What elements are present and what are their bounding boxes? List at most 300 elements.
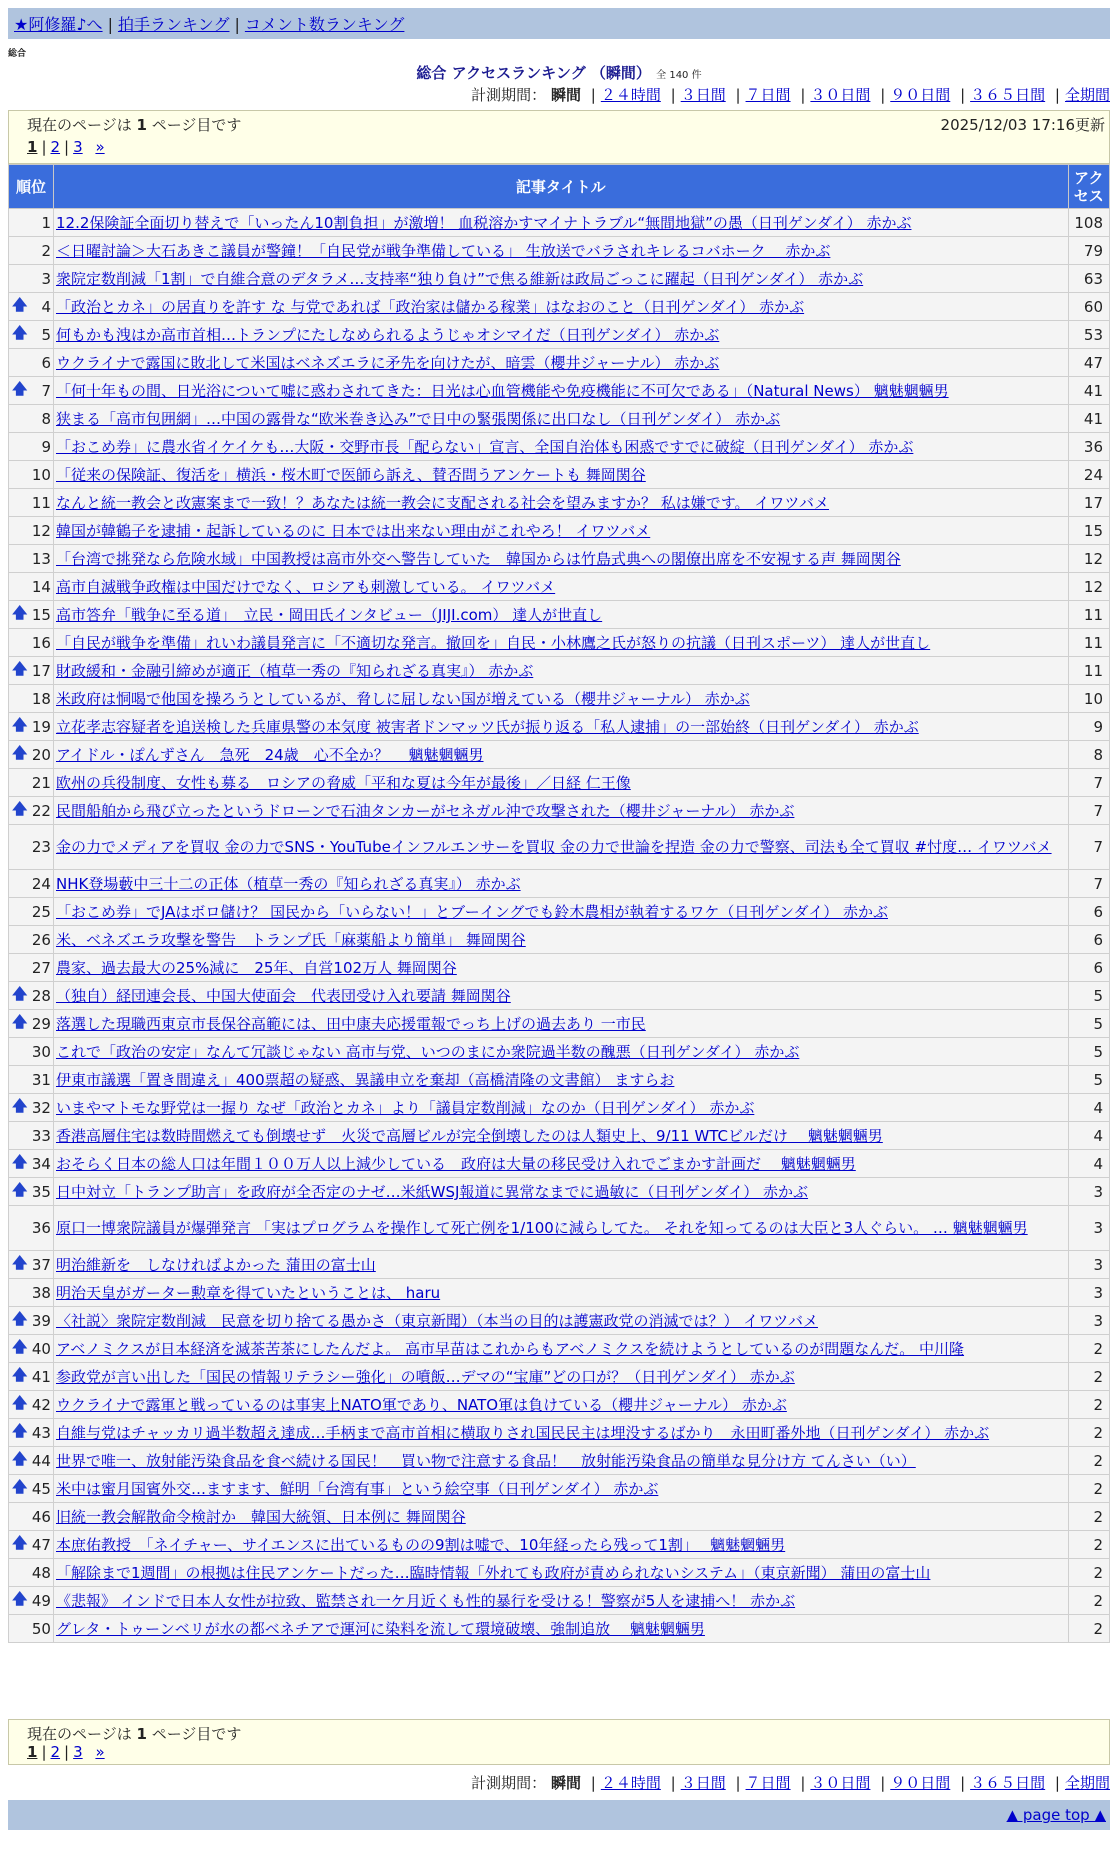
arrow-up-icon: 🡅 (12, 1589, 28, 1607)
nav-clap-ranking-link[interactable]: 拍手ランキング (117, 15, 230, 34)
title-cell (53, 954, 1068, 982)
access-count: 47 (1068, 349, 1109, 377)
page-title (0, 62, 1118, 83)
rank-cell (9, 1475, 54, 1503)
arrow-up-icon: 🡅 (12, 984, 28, 1002)
title-cell (53, 1503, 1068, 1531)
rank-cell (9, 1307, 54, 1335)
arrow-up-icon: 🡅 (12, 799, 28, 817)
rank-number: 1 (41, 213, 51, 232)
page-info-panel-bottom (8, 1719, 1110, 1765)
title-cell (53, 1531, 1068, 1559)
rank-cell (9, 433, 54, 461)
table-row (9, 1615, 1110, 1643)
period-link-24h[interactable]: ２４時間 (600, 86, 661, 104)
table-row (9, 433, 1110, 461)
article-title-link[interactable]: 「おこめ券」に農水省イケイケも…大阪・交野市長「配らない」宣言、全国自治体も困惑ですでに破綻（日刊ゲンダイ） 赤かぶ (55, 438, 914, 456)
access-count: 63 (1068, 265, 1109, 293)
rank-cell (9, 1615, 54, 1643)
period-selector-bottom: 計測期間： 瞬間 | ２４時間 | ３日間 | ７日間 | ３０日間 | ９０日間 | ３６５日間 | 全期間 (471, 1774, 1110, 1792)
article-title-link[interactable]: 何もかも洩はか高市首相…トランプにたしなめられるようじゃオシマイだ（日刊ゲンダイ） 赤かぶ (55, 326, 720, 344)
table-row (9, 797, 1110, 825)
page-top-link[interactable]: ▲ page top ▲ (1006, 1806, 1106, 1824)
article-title-link[interactable]: 旧統一教会解散命令検討か 韓国大統領、日本例に 舞岡関谷 (55, 1508, 466, 1526)
article-title-link[interactable]: 狭まる「高市包囲網」…中国の露骨な“欧米巻き込み”で日中の緊張関係に出口なし（日刊ゲンダイ） 赤かぶ (55, 410, 781, 428)
article-title-link[interactable]: なんと統一教会と改憲案まで一致！？あなたは統一教会に支配される社会を望みますか？ 私は嫌です。 イワツバメ (55, 494, 830, 512)
table-row (9, 489, 1110, 517)
access-count: 7 (1068, 825, 1109, 870)
table-row (9, 898, 1110, 926)
rank-number: 31 (31, 1070, 51, 1089)
rank-cell (9, 713, 54, 741)
period-link-365d[interactable]: ３６５日間 (970, 86, 1046, 104)
pager-link-3[interactable]: 3 (73, 1743, 83, 1761)
rank-cell (9, 657, 54, 685)
rank-cell (9, 461, 54, 489)
period-link-3d[interactable]: ３日間 (680, 86, 726, 104)
article-title-link[interactable]: 世界で唯一、放射能汚染食品を食べ続ける国民！ 買い物で注意する食品！ 放射能汚染食品の簡単な見分け方 てんさい（い） (55, 1452, 916, 1470)
table-row (9, 461, 1110, 489)
title-cell (53, 1307, 1068, 1335)
nav-separator: | (107, 15, 113, 34)
article-title-link[interactable]: 原口一博衆院議員が爆弾発言 「実はプログラムを操作して死亡例を1/100に減らしてた。 それを知ってるのは大臣と3人ぐらい。 … 魑魅魍魎男 (55, 1219, 1028, 1237)
title-cell (53, 1559, 1068, 1587)
access-count: 15 (1068, 517, 1109, 545)
access-count: 2 (1068, 1615, 1109, 1643)
rank-number: 16 (31, 633, 51, 652)
rank-number: 45 (31, 1479, 51, 1498)
page-info: 現在のページは 1 ページ目です (27, 1725, 242, 1743)
article-title-link[interactable]: 《悲報》 インドで日本人女性が拉致、監禁され一ケ月近くも性的暴行を受ける！警察が5人を逮捕へ！ 赤かぶ (55, 1592, 796, 1610)
article-title-link[interactable]: 明治天皇がガーター勲章を得ていたということは、 haru (55, 1284, 441, 1302)
article-title-link[interactable]: 欧州の兵役制度、女性も募る ロシアの脅威「平和な夏は今年が最後」／日経 仁王像 (55, 774, 631, 792)
title-cell (53, 293, 1068, 321)
pager-link-2[interactable]: 2 (50, 138, 61, 156)
access-count: 2 (1068, 1391, 1109, 1419)
table-row (9, 377, 1110, 405)
rank-cell (9, 1503, 54, 1531)
rank-cell (9, 545, 54, 573)
title-cell (53, 1150, 1068, 1178)
period-link-all[interactable]: 全期間 (1064, 86, 1110, 104)
rank-number: 24 (31, 874, 51, 893)
title-cell (53, 573, 1068, 601)
pager-bottom: 1 | 2 | 3 » (27, 1743, 105, 1761)
title-cell (53, 713, 1068, 741)
title-cell (53, 517, 1068, 545)
access-count: 53 (1068, 321, 1109, 349)
table-row (9, 685, 1110, 713)
rank-number: 17 (31, 661, 51, 680)
rank-cell (9, 601, 54, 629)
article-title-link[interactable]: グレタ・トゥーンベリが水の都ベネチアで運河に染料を流して環境破壊、強制追放 魑魅魍魎男 (55, 1620, 705, 1638)
pager-link-3[interactable]: 3 (73, 138, 83, 156)
ranking-body (9, 209, 1110, 1643)
page-info: 現在のページは 1 ページ目です (27, 116, 242, 134)
arrow-up-icon: 🡅 (12, 323, 28, 341)
article-title-link[interactable]: 高市答弁「戦争に至る道」 立民・岡田氏インタビュー（JIJI.com） 達人が世直し (55, 606, 603, 624)
article-title-link[interactable]: 民間船舶から飛び立ったというドローンで石油タンカーがセネガル沖で攻撃された（櫻井ジャーナル） 赤かぶ (55, 802, 795, 820)
period-link-90d[interactable]: ９０日間 (890, 1774, 951, 1792)
article-title-link[interactable]: 香港高層住宅は数時間燃えても倒壊せず 火災で高層ビルが完全倒壊したのは人類史上、9/11 WTCビルだけ 魑魅魍魎男 (55, 1127, 883, 1145)
rank-cell (9, 1531, 54, 1559)
article-title-link[interactable]: ウクライナで露国に敗北して米国はベネズエラに矛先を向けたが、暗雲（櫻井ジャーナル） 赤かぶ (55, 354, 720, 372)
title-cell (53, 601, 1068, 629)
arrow-up-icon: 🡅 (12, 379, 28, 397)
rank-cell (9, 1279, 54, 1307)
rank-cell (9, 1178, 54, 1206)
article-title-link[interactable]: ＜日曜討論＞大石あきこ議員が警鐘！「自民党が戦争準備している」 生放送でバラされキレるコバホーク 赤かぶ (55, 242, 831, 260)
title-cell (53, 1419, 1068, 1447)
rank-number: 26 (31, 930, 51, 949)
table-row (9, 1503, 1110, 1531)
arrow-up-icon: 🡅 (12, 1421, 28, 1439)
article-title-link[interactable]: 12.2保険証全面切り替えで「いったん10割負担」が激増！ 血税溶かすマイナトラブル“無間地獄”の愚（日刊ゲンダイ） 赤かぶ (55, 214, 912, 232)
rank-number: 9 (41, 437, 51, 456)
access-count: 11 (1068, 601, 1109, 629)
article-title-link[interactable]: これで「政治の安定」なんて冗談じゃない 高市与党、いつのまにか衆院過半数の醜悪（日刊ゲンダイ） 赤かぶ (55, 1043, 800, 1061)
access-count: 60 (1068, 293, 1109, 321)
arrow-up-icon: 🡅 (12, 659, 28, 677)
access-count: 6 (1068, 954, 1109, 982)
table-row (9, 573, 1110, 601)
rank-cell (9, 1251, 54, 1279)
title-cell (53, 657, 1068, 685)
arrow-up-icon: 🡅 (12, 1012, 28, 1030)
article-title-link[interactable]: 落選した現職西東京市長保谷高範には、田中康夫応援電報でっち上げの過去あり 一市民 (55, 1015, 646, 1033)
article-title-link[interactable]: 衆院定数削減「1割」で自維合意のデタラメ…支持率“独り負け”で焦る維新は政局ごっこに躍起（日刊ゲンダイ） 赤かぶ (55, 270, 864, 288)
period-current: 瞬間 (550, 1774, 581, 1792)
rank-cell (9, 1419, 54, 1447)
rank-number: 6 (41, 353, 51, 372)
article-title-link[interactable]: アベノミクスが日本経済を滅茶苦茶にしたんだよ。 高市早苗はこれからもアベノミクスを続けようとしているのが問題なんだ。 中川隆 (55, 1340, 965, 1358)
rank-number: 14 (31, 577, 51, 596)
access-count: 2 (1068, 1559, 1109, 1587)
pager-next-link[interactable]: » (95, 1743, 105, 1761)
title-cell (53, 209, 1068, 237)
rank-number: 4 (41, 297, 51, 316)
rank-number: 48 (31, 1563, 51, 1582)
arrow-up-icon: 🡅 (12, 1180, 28, 1198)
access-count: 6 (1068, 926, 1109, 954)
rank-number: 22 (31, 801, 51, 820)
table-row (9, 1010, 1110, 1038)
rank-cell (9, 405, 54, 433)
period-link-30d[interactable]: ３０日間 (810, 86, 871, 104)
table-row (9, 1307, 1110, 1335)
rank-cell (9, 489, 54, 517)
rank-number: 47 (31, 1535, 51, 1554)
rank-number: 28 (31, 986, 51, 1005)
access-count: 2 (1068, 1363, 1109, 1391)
access-count: 3 (1068, 1279, 1109, 1307)
access-count: 7 (1068, 797, 1109, 825)
pager-current: 1 (27, 1743, 38, 1761)
access-count: 7 (1068, 870, 1109, 898)
table-row (9, 1419, 1110, 1447)
title-cell (53, 1279, 1068, 1307)
title-cell (53, 1178, 1068, 1206)
access-count: 36 (1068, 433, 1109, 461)
access-count: 2 (1068, 1335, 1109, 1363)
page-title-text: 総合 アクセスランキング （瞬間） (416, 64, 651, 82)
title-cell (53, 1010, 1068, 1038)
table-row (9, 825, 1110, 870)
arrow-up-icon: 🡅 (12, 603, 28, 621)
rank-number: 35 (31, 1182, 51, 1201)
table-row (9, 517, 1110, 545)
article-title-link[interactable]: おそらく日本の総人口は年間１００万人以上減少している 政府は大量の移民受け入れでごまかす計画だ 魑魅魍魎男 (55, 1155, 856, 1173)
nav-comment-ranking-link[interactable]: コメント数ランキング (244, 15, 405, 34)
access-count: 5 (1068, 1038, 1109, 1066)
period-link-90d[interactable]: ９０日間 (890, 86, 951, 104)
table-row (9, 629, 1110, 657)
rank-number: 33 (31, 1126, 51, 1145)
arrow-up-icon: 🡅 (12, 1393, 28, 1411)
arrow-up-icon: 🡅 (12, 1337, 28, 1355)
access-count: 79 (1068, 237, 1109, 265)
rank-cell (9, 898, 54, 926)
table-row (9, 1363, 1110, 1391)
rank-cell (9, 573, 54, 601)
table-row (9, 1531, 1110, 1559)
article-title-link[interactable]: ウクライナで露軍と戦っているのは事実上NATO軍であり、NATO軍は負けている（櫻井ジャーナル） 赤かぶ (55, 1396, 787, 1414)
article-title-link[interactable]: いまやマトモな野党は一握り なぜ「政治とカネ」より「議員定数削減」なのか（日刊ゲンダイ） 赤かぶ (55, 1099, 755, 1117)
page-info-panel-top (8, 110, 1110, 164)
article-title-link[interactable]: 本庶佑教授 「ネイチャー、サイエンスに出ているものの9割は嘘で、10年経ったら残って1割」 魑魅魍魎男 (55, 1536, 786, 1554)
title-cell (53, 769, 1068, 797)
period-link-all[interactable]: 全期間 (1064, 1774, 1110, 1792)
rank-number: 11 (31, 493, 51, 512)
access-count: 41 (1068, 377, 1109, 405)
rank-cell (9, 685, 54, 713)
access-count: 6 (1068, 898, 1109, 926)
access-count: 11 (1068, 657, 1109, 685)
article-title-link[interactable]: 高市自滅戦争政権は中国だけでなく、ロシアも刺激している。 イワツバメ (55, 578, 556, 596)
access-count: 5 (1068, 1066, 1109, 1094)
title-cell (53, 1447, 1068, 1475)
title-cell (53, 349, 1068, 377)
access-count: 3 (1068, 1206, 1109, 1251)
pager-link-2[interactable]: 2 (50, 1743, 61, 1761)
article-title-link[interactable]: 農家、過去最大の25%減に 25年、自営102万人 舞岡関谷 (55, 959, 457, 977)
period-current: 瞬間 (550, 86, 581, 104)
title-cell (53, 377, 1068, 405)
rank-number: 49 (31, 1591, 51, 1610)
article-title-link[interactable]: 伊東市議選「置き間違え」400票超の疑惑、異議申立を棄却（高橋清隆の文書館） ますらお (55, 1071, 675, 1089)
article-title-link[interactable]: 参政党が言い出した「国民の情報リテラシー強化」の噴飯…デマの“宝庫”どの口が？（日刊ゲンダイ） 赤かぶ (55, 1368, 795, 1386)
table-row (9, 1206, 1110, 1251)
rank-number: 30 (31, 1042, 51, 1061)
table-row (9, 601, 1110, 629)
article-title-link[interactable]: 「政治とカネ」の居直りを許す な 与党であれば「政治家は儲かる稼業」はなおのこと（日刊ゲンダイ） 赤かぶ (55, 298, 805, 316)
title-cell (53, 321, 1068, 349)
rank-number: 15 (31, 605, 51, 624)
pager-top: 1 | 2 | 3 » (27, 138, 105, 156)
arrow-up-icon: 🡅 (12, 715, 28, 733)
access-count: 41 (1068, 405, 1109, 433)
article-title-link[interactable]: NHK登場藪中三十二の正体（植草一秀の『知られざる真実』） 赤かぶ (55, 875, 521, 893)
table-row (9, 293, 1110, 321)
access-count: 4 (1068, 1094, 1109, 1122)
access-count: 9 (1068, 713, 1109, 741)
table-row (9, 1447, 1110, 1475)
title-cell (53, 825, 1068, 870)
table-row (9, 1066, 1110, 1094)
rank-cell (9, 1206, 54, 1251)
period-label: 計測期間： (471, 1774, 547, 1792)
rank-number: 2 (41, 241, 51, 260)
article-title-link[interactable]: 立花孝志容疑者を追送検した兵庫県警の本気度 被害者ドンマッツ氏が振り返る「私人逮捕」の一部始終（日刊ゲンダイ） 赤かぶ (55, 718, 919, 736)
table-row (9, 209, 1110, 237)
table-row (9, 1335, 1110, 1363)
period-link-7d[interactable]: ７日間 (745, 1774, 791, 1792)
title-cell (53, 1475, 1068, 1503)
access-count: 2 (1068, 1447, 1109, 1475)
rank-cell (9, 1335, 54, 1363)
rank-cell (9, 209, 54, 237)
table-row (9, 1178, 1110, 1206)
title-cell (53, 1066, 1068, 1094)
access-count: 17 (1068, 489, 1109, 517)
article-title-link[interactable]: 米政府は恫喝で他国を操ろうとしているが、脅しに屈しない国が増えている（櫻井ジャーナル） 赤かぶ (55, 690, 750, 708)
rank-number: 37 (31, 1255, 51, 1274)
top-nav (8, 8, 1110, 39)
table-row (9, 926, 1110, 954)
title-cell (53, 1094, 1068, 1122)
rank-cell (9, 265, 54, 293)
arrow-up-icon: 🡅 (12, 743, 28, 761)
rank-number: 42 (31, 1395, 51, 1414)
access-count: 12 (1068, 545, 1109, 573)
nav-home-link[interactable]: ★阿修羅♪へ (14, 15, 103, 34)
rank-number: 40 (31, 1339, 51, 1358)
table-row (9, 1251, 1110, 1279)
article-title-link[interactable]: 「台湾で挑発なら危険水域」中国教授は高市外交へ警告していた 韓国からは竹島式典への閣僚出席を不安視する声 舞岡関谷 (55, 550, 901, 568)
article-title-link[interactable]: 日中対立「トランプ助言」を政府が全否定のナゼ…米紙WSJ報道に異常なまでに過敏に（日刊ゲンダイ） 赤かぶ (55, 1183, 809, 1201)
rank-number: 46 (31, 1507, 51, 1526)
access-count: 7 (1068, 769, 1109, 797)
title-cell (53, 741, 1068, 769)
category-label: 総合 (8, 49, 27, 59)
rank-number: 10 (31, 465, 51, 484)
rank-cell (9, 1010, 54, 1038)
rank-cell (9, 1391, 54, 1419)
rank-cell (9, 349, 54, 377)
table-row (9, 1587, 1110, 1615)
rank-cell (9, 321, 54, 349)
rank-cell (9, 825, 54, 870)
title-cell (53, 1363, 1068, 1391)
article-title-link[interactable]: （独自）経団連会長、中国大使面会 代表団受け入れ要請 舞岡関谷 (55, 987, 511, 1005)
period-link-7d[interactable]: ７日間 (745, 86, 791, 104)
title-cell (53, 1615, 1068, 1643)
title-cell (53, 433, 1068, 461)
article-title-link[interactable]: 「おこめ券」でJAはボロ儲け？ 国民から「いらない！」とブーイングでも鈴木農相が執着するワケ（日刊ゲンダイ） 赤かぶ (55, 903, 888, 921)
rank-number: 44 (31, 1451, 51, 1470)
table-row (9, 1094, 1110, 1122)
rank-number: 34 (31, 1154, 51, 1173)
table-row (9, 1279, 1110, 1307)
title-cell (53, 685, 1068, 713)
access-count: 4 (1068, 1122, 1109, 1150)
rank-number: 13 (31, 549, 51, 568)
title-cell (53, 1038, 1068, 1066)
rank-cell (9, 1094, 54, 1122)
article-title-link[interactable]: 自維与党はチャッカリ過半数超え達成…手柄まで高市首相に横取りされ国民民主は埋没するばかり 永田町番外地（日刊ゲンダイ） 赤かぶ (55, 1424, 990, 1442)
article-title-link[interactable]: アイドル・ぽんずさん 急死 24歳 心不全か？ 魑魅魍魎男 (55, 746, 484, 764)
table-row (9, 1038, 1110, 1066)
rank-number: 21 (31, 773, 51, 792)
access-count: 8 (1068, 741, 1109, 769)
arrow-up-icon: 🡅 (12, 1309, 28, 1327)
access-count: 2 (1068, 1531, 1109, 1559)
rank-cell (9, 1122, 54, 1150)
period-link-24h[interactable]: ２４時間 (600, 1774, 661, 1792)
table-row (9, 870, 1110, 898)
title-cell (53, 926, 1068, 954)
bottom-bar (8, 1800, 1110, 1830)
title-cell (53, 1335, 1068, 1363)
access-count: 2 (1068, 1475, 1109, 1503)
total-count: 全 140 件 (656, 70, 702, 81)
rank-cell (9, 1559, 54, 1587)
article-title-link[interactable]: 「何十年もの間、日光浴について嘘に惑わされてきた：日光は心血管機能や免疫機能に不可欠である」（Natural News） 魑魅魍魎男 (55, 382, 949, 400)
rank-cell (9, 1038, 54, 1066)
table-row (9, 1122, 1110, 1150)
article-title-link[interactable]: 韓国が韓鶴子を逮捕・起訴しているのに 日本では出来ない理由がこれやろ！ イワツバメ (55, 522, 651, 540)
arrow-up-icon: 🡅 (12, 1533, 28, 1551)
article-title-link[interactable]: 「自民が戦争を準備」れいわ議員発言に「不適切な発言。撤回を」自民・小林鷹之氏が怒りの抗議（日刊スポーツ） 達人が世直し (55, 634, 931, 652)
rank-cell (9, 1447, 54, 1475)
period-link-30d[interactable]: ３０日間 (810, 1774, 871, 1792)
table-header-row (9, 165, 1110, 209)
access-count: 2 (1068, 1503, 1109, 1531)
rank-cell (9, 517, 54, 545)
rank-cell (9, 1150, 54, 1178)
table-row (9, 1475, 1110, 1503)
period-link-365d[interactable]: ３６５日間 (970, 1774, 1046, 1792)
article-title-link[interactable]: 〈社説〉衆院定数削減 民意を切り捨てる愚かさ（東京新聞）（本当の目的は護憲政党の消滅では？） イワツバメ (55, 1312, 818, 1330)
table-row (9, 321, 1110, 349)
article-title-link[interactable]: 「解除まで1週間」の根拠は住民アンケートだった…臨時情報「外れても政府が責められないシステム」（東京新聞） 蒲田の富士山 (55, 1564, 931, 1582)
arrow-up-icon: 🡅 (12, 1152, 28, 1170)
article-title-link[interactable]: 米、ベネズエラ攻撃を警告 トランプ氏「麻薬船より簡単」 舞岡関谷 (55, 931, 526, 949)
rank-number: 43 (31, 1423, 51, 1442)
arrow-up-icon: 🡅 (12, 1477, 28, 1495)
article-title-link[interactable]: 「従来の保険証、復活を」横浜・桜木町で医師ら訴え、賛否問うアンケートも 舞岡関谷 (55, 466, 646, 484)
access-count: 3 (1068, 1178, 1109, 1206)
access-count: 24 (1068, 461, 1109, 489)
period-link-3d[interactable]: ３日間 (680, 1774, 726, 1792)
table-row (9, 954, 1110, 982)
article-title-link[interactable]: 明治維新を しなければよかった 蒲田の富士山 (55, 1256, 376, 1274)
rank-cell (9, 769, 54, 797)
rank-number: 5 (41, 325, 51, 344)
rank-cell (9, 293, 54, 321)
rank-number: 8 (41, 409, 51, 428)
access-count: 10 (1068, 685, 1109, 713)
pager-next-link[interactable]: » (95, 138, 105, 156)
access-count: 5 (1068, 982, 1109, 1010)
rank-cell (9, 926, 54, 954)
table-row (9, 982, 1110, 1010)
article-title-link[interactable]: 金の力でメディアを買収 金の力でSNS・YouTubeインフルエンサーを買収 金の力で世論を捏造 金の力で警察、司法も全て買収 #忖度… イワツバメ (55, 838, 1052, 856)
article-title-link[interactable]: 米中は蜜月国賓外交…ますます、鮮明「台湾有事」という絵空事（日刊ゲンダイ） 赤かぶ (55, 1480, 659, 1498)
table-row (9, 713, 1110, 741)
arrow-up-icon: 🡅 (12, 1096, 28, 1114)
article-title-link[interactable]: 財政緩和・金融引締めが適正（植草一秀の『知られざる真実』） 赤かぶ (55, 662, 534, 680)
